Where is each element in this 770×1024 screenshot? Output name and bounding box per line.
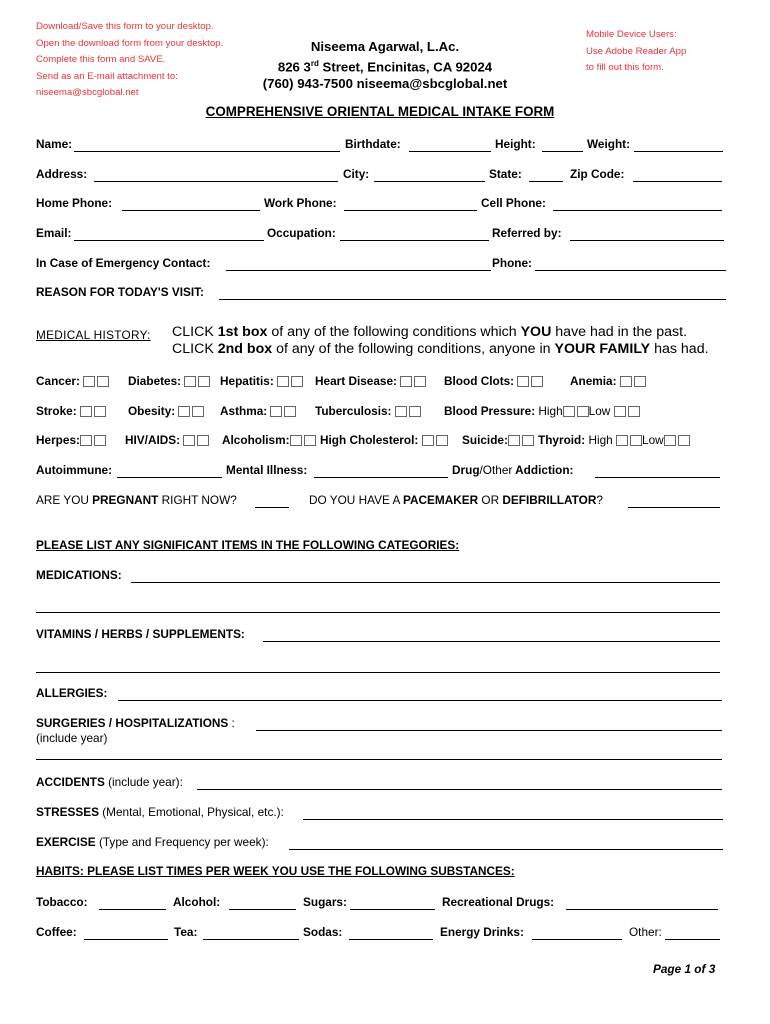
right-instructions xyxy=(586,27,686,77)
occupation-field[interactable] xyxy=(340,240,489,241)
condition-anemia: Anemia: xyxy=(570,374,646,389)
surgeries-field-2[interactable] xyxy=(36,759,722,760)
autoimmune-field[interactable] xyxy=(117,477,222,478)
stresses-field[interactable] xyxy=(303,819,723,820)
vitamins-field[interactable] xyxy=(263,641,720,642)
hiv-self-checkbox[interactable] xyxy=(183,435,195,446)
pacemaker-field[interactable] xyxy=(628,507,720,508)
sodas-field[interactable] xyxy=(349,939,433,940)
condition-stroke: Stroke: xyxy=(36,404,106,419)
condition-diabetes: Diabetes: xyxy=(128,374,210,389)
birthdate-label: Birthdate: xyxy=(345,137,401,151)
sugars-label: Sugars: xyxy=(303,895,347,909)
zip-field[interactable] xyxy=(633,181,722,182)
sugars-field[interactable] xyxy=(350,909,435,910)
practitioner-contact: (760) 943-7500 niseema@sbcglobal.net xyxy=(262,76,508,92)
state-label: State: xyxy=(489,167,522,181)
habits-heading: HABITS: PLEASE LIST TIMES PER WEEK YOU USE THE FOLLOWING SUBSTANCES: xyxy=(36,864,515,878)
thyroid-low-family-checkbox[interactable] xyxy=(678,435,690,446)
heart-disease-self-checkbox[interactable] xyxy=(400,376,412,387)
other-field[interactable] xyxy=(665,939,720,940)
surgeries-include-year: (include year) xyxy=(36,731,108,745)
instruction-line: Mobile Device Users: xyxy=(586,29,677,40)
medications-label: MEDICATIONS: xyxy=(36,568,122,582)
hepatitis-family-checkbox[interactable] xyxy=(291,376,303,387)
significant-items-heading: PLEASE LIST ANY SIGNIFICANT ITEMS IN THE FOLLOWING CATEGORIES: xyxy=(36,538,460,552)
herpes-family-checkbox[interactable] xyxy=(94,435,106,446)
height-label: Height: xyxy=(495,137,536,151)
obesity-family-checkbox[interactable] xyxy=(192,406,204,417)
reason-label: REASON FOR TODAY'S VISIT: xyxy=(36,285,204,299)
instruction-email: niseema@sbcglobal.net xyxy=(36,87,139,98)
suicide-self-checkbox[interactable] xyxy=(508,435,520,446)
pregnant-question: ARE YOU PREGNANT RIGHT NOW? xyxy=(36,493,237,507)
condition-blood-clots: Blood Clots: xyxy=(444,374,543,389)
autoimmune-label: Autoimmune: xyxy=(36,463,113,477)
tuberculosis-family-checkbox[interactable] xyxy=(409,406,421,417)
addiction-label: Drug/Other Addiction: xyxy=(452,463,574,477)
medications-field[interactable] xyxy=(131,582,720,583)
instruction-line: Download/Save this form to your desktop. xyxy=(36,21,214,32)
addiction-field[interactable] xyxy=(595,477,720,478)
allergies-field[interactable] xyxy=(118,700,722,701)
sodas-label: Sodas: xyxy=(303,925,343,939)
alcohol-label: Alcohol: xyxy=(173,895,221,909)
anemia-family-checkbox[interactable] xyxy=(634,376,646,387)
alcoholism-family-checkbox[interactable] xyxy=(304,435,316,446)
reason-field[interactable] xyxy=(219,299,726,300)
practitioner-name: Niseema Agarwal, L.Ac. xyxy=(310,39,460,54)
name-field[interactable] xyxy=(74,151,340,152)
condition-blood-pressure: Blood Pressure: High Low xyxy=(444,404,640,419)
condition-herpes: Herpes: xyxy=(36,433,106,448)
diabetes-self-checkbox[interactable] xyxy=(184,376,196,387)
coffee-field[interactable] xyxy=(84,939,168,940)
condition-tuberculosis: Tuberculosis: xyxy=(315,404,421,419)
work-phone-field[interactable] xyxy=(344,210,477,211)
email-field[interactable] xyxy=(74,240,264,241)
cholesterol-family-checkbox[interactable] xyxy=(436,435,448,446)
home-phone-field[interactable] xyxy=(122,210,260,211)
home-phone-label: Home Phone: xyxy=(36,196,113,210)
medical-history-instruction-family: CLICK 2nd box of any of the following conditions, anyone in YOUR FAMILY has had. xyxy=(172,341,709,357)
tea-label: Tea: xyxy=(174,925,198,939)
stresses-label: STRESSES (Mental, Emotional, Physical, etc.): xyxy=(36,805,284,819)
name-label: Name: xyxy=(36,137,73,151)
condition-obesity: Obesity: xyxy=(128,404,204,419)
pregnant-field[interactable] xyxy=(255,507,289,508)
zip-label: Zip Code: xyxy=(570,167,625,181)
left-instructions xyxy=(36,19,223,102)
address-label: Address: xyxy=(36,167,88,181)
surgeries-label: SURGERIES / HOSPITALIZATIONS : xyxy=(36,716,235,730)
condition-thyroid: Thyroid: High Low xyxy=(538,433,690,448)
instruction-line: Use Adobe Reader App xyxy=(586,45,687,57)
tobacco-label: Tobacco: xyxy=(36,895,88,909)
emergency-phone-field[interactable] xyxy=(535,270,726,271)
pacemaker-question: DO YOU HAVE A PACEMAKER OR DEFIBRILLATOR? xyxy=(309,493,603,507)
mental-illness-field[interactable] xyxy=(314,477,448,478)
emergency-contact-label: In Case of Emergency Contact: xyxy=(36,256,211,270)
weight-field[interactable] xyxy=(634,151,723,152)
email-label: Email: xyxy=(36,226,72,240)
tobacco-field[interactable] xyxy=(99,909,166,910)
condition-high-cholesterol: High Cholesterol: xyxy=(320,433,448,448)
referred-by-field[interactable] xyxy=(570,240,724,241)
bp-high-family-checkbox[interactable] xyxy=(577,406,589,417)
accidents-field[interactable] xyxy=(197,789,722,790)
cancer-family-checkbox[interactable] xyxy=(97,376,109,387)
instruction-line: to fill out this form. xyxy=(586,62,664,73)
cancer-self-checkbox[interactable] xyxy=(83,376,95,387)
asthma-family-checkbox[interactable] xyxy=(284,406,296,417)
hiv-family-checkbox[interactable] xyxy=(197,435,209,446)
recreational-drugs-field[interactable] xyxy=(566,909,718,910)
blood-clots-self-checkbox[interactable] xyxy=(517,376,529,387)
medical-history-label: MEDICAL HISTORY: xyxy=(36,328,151,342)
allergies-label: ALLERGIES: xyxy=(36,686,108,700)
recreational-drugs-label: Recreational Drugs: xyxy=(442,895,555,909)
alcohol-field[interactable] xyxy=(229,909,296,910)
other-label: Other: xyxy=(629,925,662,939)
hepatitis-self-checkbox[interactable] xyxy=(277,376,289,387)
instruction-line: Complete this form and SAVE. xyxy=(36,54,166,65)
suicide-family-checkbox[interactable] xyxy=(522,435,534,446)
bp-high-self-checkbox[interactable] xyxy=(563,406,575,417)
thyroid-high-self-checkbox[interactable] xyxy=(616,435,628,446)
weight-label: Weight: xyxy=(587,137,631,151)
medications-field-2[interactable] xyxy=(36,612,720,613)
accidents-label: ACCIDENTS (include year): xyxy=(36,775,183,789)
stroke-self-checkbox[interactable] xyxy=(80,406,92,417)
heart-disease-family-checkbox[interactable] xyxy=(414,376,426,387)
emergency-phone-label: Phone: xyxy=(492,256,532,270)
cell-phone-label: Cell Phone: xyxy=(481,196,546,210)
birthdate-field[interactable] xyxy=(409,151,491,152)
state-field[interactable] xyxy=(529,181,563,182)
practitioner-block xyxy=(240,38,530,92)
condition-suicide: Suicide: xyxy=(462,433,534,448)
bp-low-self-checkbox[interactable] xyxy=(614,406,626,417)
thyroid-low-self-checkbox[interactable] xyxy=(664,435,676,446)
cholesterol-self-checkbox[interactable] xyxy=(422,435,434,446)
diabetes-family-checkbox[interactable] xyxy=(198,376,210,387)
asthma-self-checkbox[interactable] xyxy=(270,406,282,417)
address-field[interactable] xyxy=(94,181,338,182)
energy-drinks-label: Energy Drinks: xyxy=(440,925,524,939)
surgeries-field[interactable] xyxy=(256,730,722,731)
page-number: Page 1 of 3 xyxy=(653,962,716,976)
form-title: COMPREHENSIVE ORIENTAL MEDICAL INTAKE FORM xyxy=(205,104,555,119)
tuberculosis-self-checkbox[interactable] xyxy=(395,406,407,417)
thyroid-high-family-checkbox[interactable] xyxy=(630,435,642,446)
obesity-self-checkbox[interactable] xyxy=(178,406,190,417)
condition-hiv: HIV/AIDS: xyxy=(125,433,209,448)
practitioner-address: 826 3rd Street, Encinitas, CA 92024 xyxy=(277,59,493,75)
bp-low-family-checkbox[interactable] xyxy=(628,406,640,417)
condition-asthma: Asthma: xyxy=(220,404,296,419)
medical-history-instruction-you: CLICK 1st box of any of the following conditions which YOU have had in the past. xyxy=(172,324,688,340)
referred-by-label: Referred by: xyxy=(492,226,562,240)
mental-illness-label: Mental Illness: xyxy=(226,463,308,477)
condition-cancer: Cancer: xyxy=(36,374,109,389)
tea-field[interactable] xyxy=(203,939,299,940)
emergency-contact-field[interactable] xyxy=(226,270,491,271)
exercise-label: EXERCISE (Type and Frequency per week): xyxy=(36,835,269,849)
work-phone-label: Work Phone: xyxy=(264,196,337,210)
condition-heart-disease: Heart Disease: xyxy=(315,374,426,389)
exercise-field[interactable] xyxy=(289,849,723,850)
vitamins-label: VITAMINS / HERBS / SUPPLEMENTS: xyxy=(36,627,245,641)
city-field[interactable] xyxy=(374,181,485,182)
stroke-family-checkbox[interactable] xyxy=(94,406,106,417)
condition-hepatitis: Hepatitis: xyxy=(220,374,303,389)
herpes-self-checkbox[interactable] xyxy=(80,435,92,446)
instruction-line: Send as an E-mail attachment to: xyxy=(36,70,178,82)
anemia-self-checkbox[interactable] xyxy=(620,376,632,387)
condition-alcoholism: Alcoholism: xyxy=(222,433,316,448)
coffee-label: Coffee: xyxy=(36,925,77,939)
blood-clots-family-checkbox[interactable] xyxy=(531,376,543,387)
instruction-line: Open the download form from your desktop. xyxy=(36,37,224,49)
city-label: City: xyxy=(343,167,370,181)
vitamins-field-2[interactable] xyxy=(36,672,720,673)
occupation-label: Occupation: xyxy=(267,226,336,240)
cell-phone-field[interactable] xyxy=(553,210,722,211)
height-field[interactable] xyxy=(542,151,583,152)
energy-drinks-field[interactable] xyxy=(532,939,622,940)
alcoholism-self-checkbox[interactable] xyxy=(290,435,302,446)
